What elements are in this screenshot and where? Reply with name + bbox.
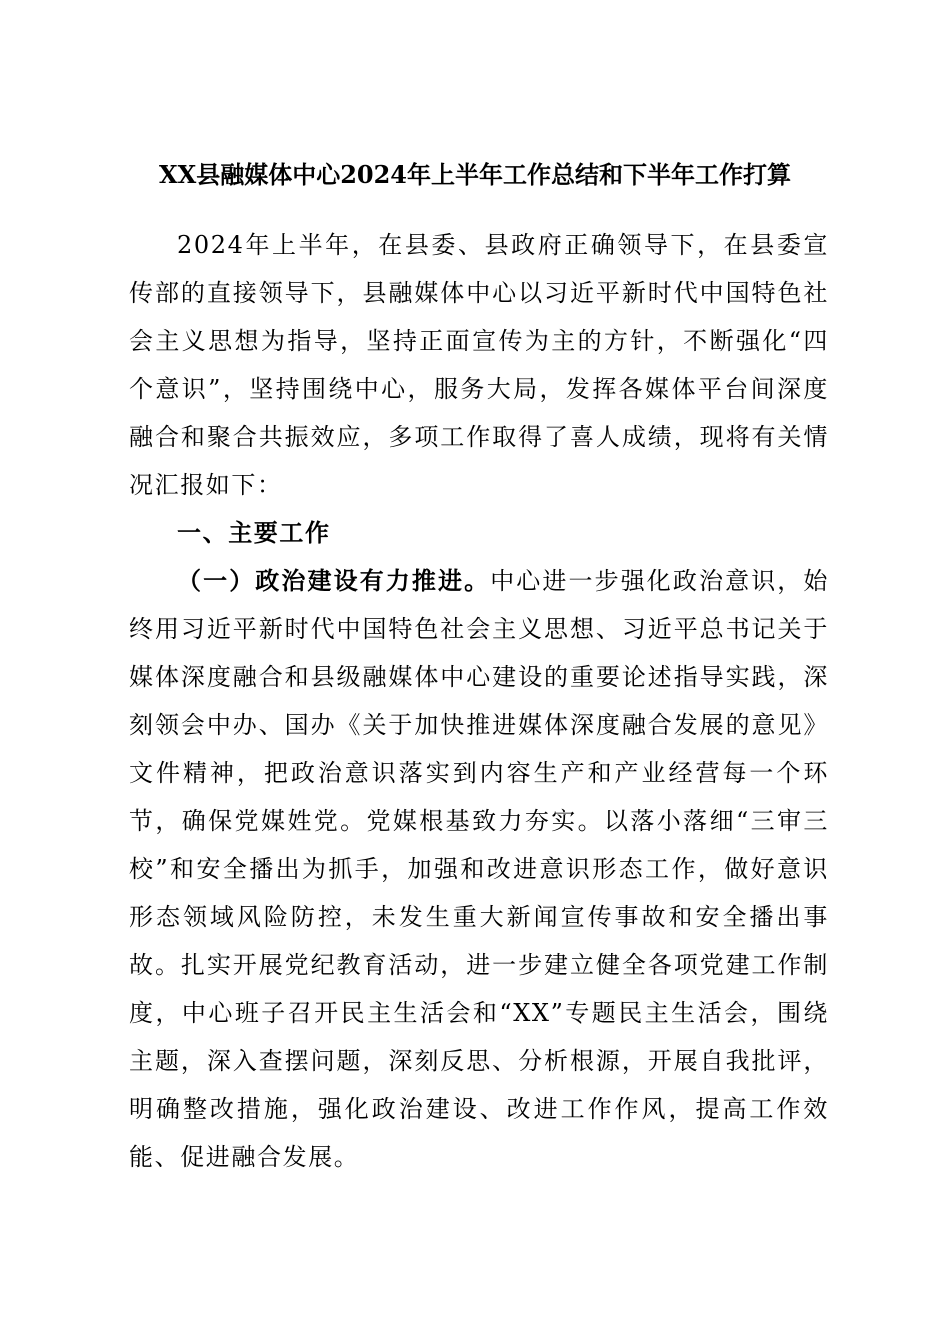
intro-paragraph: 2024年上半年，在县委、县政府正确领导下，在县委宣传部的直接领导下，县融媒体中心以习近平新时代中国特色社会主义思想为指导，坚持正面宣传为主的方针，不断强化“四个意识”，坚持围绕中心，服务大局，发挥各媒体平台间深度融合和聚合共振效应，多项工作取得了喜人成绩，现将有关情况汇报如下： bbox=[129, 231, 829, 499]
document-body bbox=[129, 221, 829, 1181]
item-paragraph-political-construction bbox=[129, 557, 829, 1181]
item-text-political-construction: 中心进一步强化政治意识，始终用习近平新时代中国特色社会主义思想、习近平总书记关于媒体深度融合和县级融媒体中心建设的重要论述指导实践，深刻领会中办、国办《关于加快推进媒体深度融合发展的意见》文件精神，把政治意识落实到内容生产和产业经营每一个环节，确保党媒姓党。党媒根基致力夯实。以落小落细“三审三校”和安全播出为抓手，加强和改进意识形态工作，做好意识形态领域风险防控，未发生重大新闻宣传事故和安全播出事故。扎实开展党纪教育活动，进一步建立健全各项党建工作制度，中心班子召开民主生活会和“XX”专题民主生活会，围绕主题，深入查摆问题，深刻反思、分析根源，开展自我批评，明确整改措施，强化政治建设、改进工作作风，提高工作效能、促进融合发展。 bbox=[129, 567, 829, 1171]
section-heading-main-work: 一、主要工作 bbox=[177, 519, 331, 547]
document-title: XX县融媒体中心2024年上半年工作总结和下半年工作打算 bbox=[158, 160, 792, 189]
item-lead-political-construction: （一）政治建设有力推进。 bbox=[177, 566, 491, 595]
